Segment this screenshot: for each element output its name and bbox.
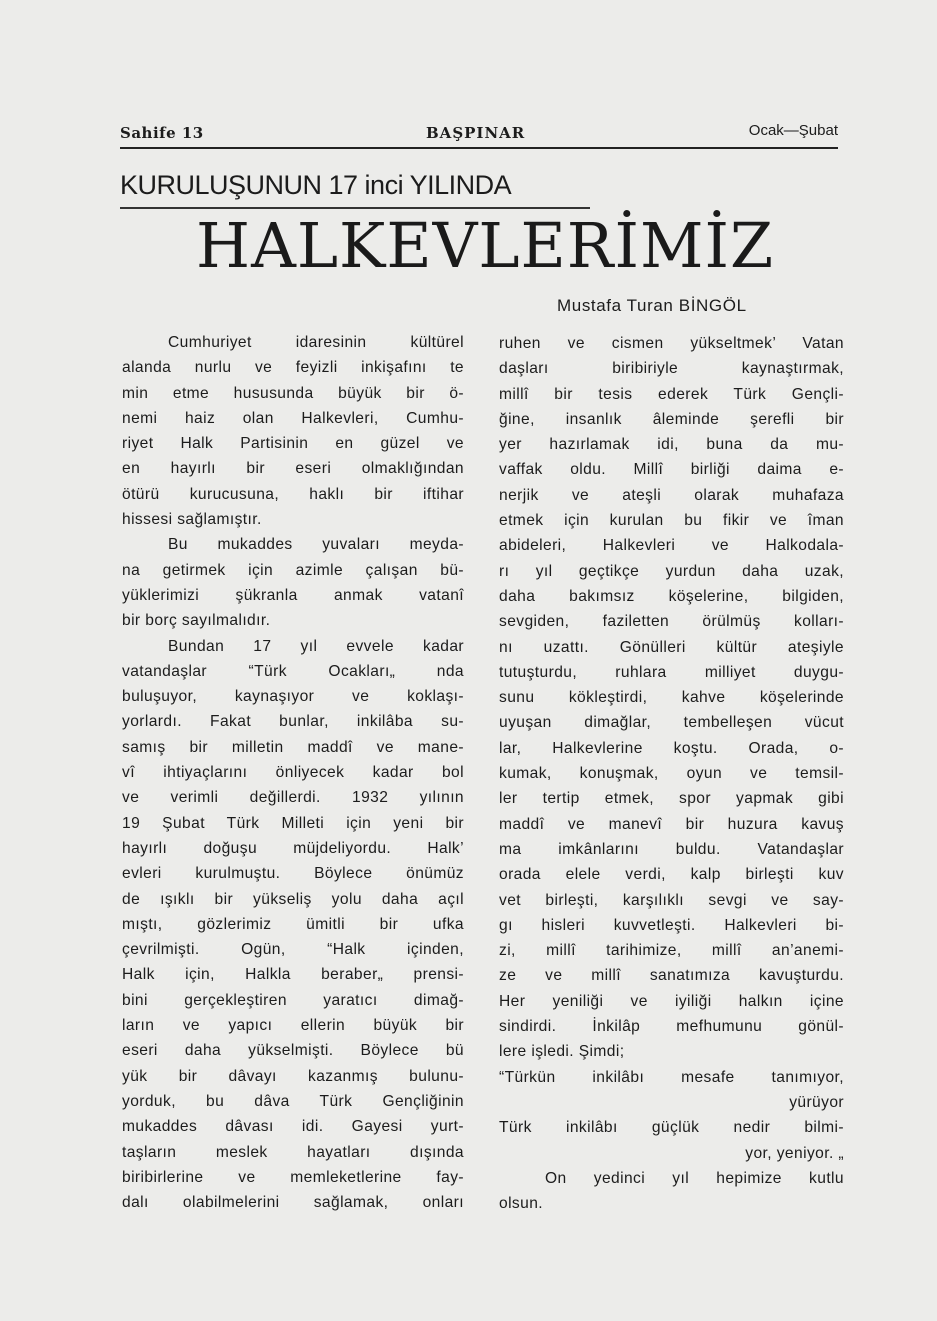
text-line: 19 Şubat Türk Milleti için yeni bir xyxy=(122,814,464,832)
text-line: Türk inkilâbı güçlük nedir bilmi- xyxy=(499,1119,844,1137)
text-line: nı uzattı. Gönülleri kültür ateşiyle xyxy=(499,638,844,656)
text-line: eseri daha yükselmişti. Böylece bü xyxy=(122,1042,464,1060)
text-line: taşların meslek hayatları dışında xyxy=(122,1143,464,1161)
article-kicker: KURULUŞUNUN 17 inci YILINDA xyxy=(120,170,512,200)
text-line: lere işledi. Şimdi; xyxy=(499,1043,625,1061)
text-line: Bundan 17 yıl evvele kadar xyxy=(168,637,464,655)
text-line: sindirdi. İnkilâp mefhumunu gönül- xyxy=(499,1018,844,1036)
text-line: na getirmek için azimle çalışan bü- xyxy=(122,561,464,579)
text-line: dalı olabilmelerini sağlamak, onları xyxy=(122,1194,464,1212)
text-line: buluşuyor, kaynaşıyor ve koklaşı- xyxy=(122,688,464,706)
text-line: yorduk, bu dâva Türk Gençliğinin xyxy=(122,1092,464,1110)
text-line: alanda nurlu ve feyizli inkişafını te xyxy=(122,359,464,377)
text-line: maddî ve manevî bir huzura kavuş xyxy=(499,815,844,833)
text-line: yürüyor xyxy=(789,1093,844,1111)
page-header xyxy=(120,120,838,146)
text-line: nemi haiz olan Halkevleri, Cumhu- xyxy=(122,409,464,427)
text-line: rı yıl geçtikçe yurdun daha uzak, xyxy=(499,562,844,580)
text-line: min etme hususunda büyük bir ö- xyxy=(122,384,464,402)
text-line: abideleri, Halkevleri ve Halkodala- xyxy=(499,537,844,555)
text-line: yor, yeniyor. „ xyxy=(745,1144,844,1162)
header-rule xyxy=(120,147,838,149)
text-line: ma imkânlarını buldu. Vatandaşlar xyxy=(499,840,844,858)
text-line: Cumhuriyet idaresinin kültürel xyxy=(168,334,464,351)
text-line: tutuşturdu, ruhlara milliyet duygu- xyxy=(499,663,844,681)
article-byline: Mustafa Turan BİNGÖL xyxy=(557,296,747,315)
text-line: yorlardı. Fakat bunlar, inkilâba su- xyxy=(122,713,464,731)
text-line: hissesi sağlamıştır. xyxy=(122,511,262,529)
text-line: riyet Halk Partisinin en güzel ve xyxy=(122,435,464,453)
text-line: hayırlı doğuşu müjdeliyordu. Halk’ xyxy=(122,839,464,857)
text-line: vaffak oldu. Millî birliği daima e- xyxy=(499,461,844,479)
text-line: olsun. xyxy=(499,1195,544,1213)
text-line: Halk için, Halkla beraber„ prensi- xyxy=(122,966,464,984)
issue-date: Ocak—Şubat xyxy=(748,122,838,139)
text-line: mıştı, gözlerimiz ümitli bir ufka xyxy=(122,915,464,933)
page-number: Sahife 13 xyxy=(120,124,204,142)
left-column xyxy=(122,330,464,1215)
text-line: vî ihtiyaçlarını önliyecek kadar bol xyxy=(122,764,464,782)
text-line: sevgiden, faziletten örülmüş kolları- xyxy=(499,613,844,631)
text-line: lar, Halkevlerine koştu. Orada, o- xyxy=(499,739,844,757)
text-line: ların ve yapıcı ellerin büyük bir xyxy=(122,1017,464,1035)
text-line: sunu kökleştirdi, kahve köşelerinde xyxy=(499,689,844,707)
text-line: nerjik ve ateşli olarak muhafaza xyxy=(499,486,844,504)
text-line: gı hisleri kuvvetleşti. Halkevleri bi- xyxy=(499,916,844,934)
text-line: uyuşan dimağlar, tembelleşen vücut xyxy=(499,714,844,732)
text-line: Her yeniliği ve iyiliği halkın içine xyxy=(499,992,844,1010)
text-line: yer hazırlamak idi, buna da mu- xyxy=(499,436,844,454)
text-line: ötürü kurucusuna, haklı bir iftihar xyxy=(122,485,464,503)
text-line: “Türkün inkilâbı mesafe tanımıyor, xyxy=(499,1068,844,1086)
text-line: daşları biribiriyle kaynaştırmak, xyxy=(499,360,844,378)
text-line: mukaddes dâvası idi. Gayesi yurt- xyxy=(122,1118,464,1136)
article-title: HALKEVLERİMİZ xyxy=(196,209,775,282)
text-line: millî bir tesis ederek Türk Gençli- xyxy=(499,385,844,403)
text-line: yük bir dâvayı kazanmış bulunu- xyxy=(122,1067,464,1085)
right-column xyxy=(499,331,844,1216)
text-line: ler tertip etmek, spor yapmak gibi xyxy=(499,790,844,808)
text-line: vet birleşti, karşılıklı sevgi ve say- xyxy=(499,891,844,909)
text-line: On yedinci yıl hepimize kutlu xyxy=(545,1169,844,1187)
text-line: yüklerimizi şükranla anmak vatanî xyxy=(122,586,464,604)
text-line: vatandaşlar “Türk Ocakları„ nda xyxy=(122,662,464,680)
text-line: kumak, konuşmak, oyun ve temsil- xyxy=(499,765,844,783)
text-line: zi, millî tarihimize, millî an’anemi- xyxy=(499,942,844,960)
text-line: Bu mukaddes yuvaları meyda- xyxy=(168,536,464,554)
text-line: ve verimli değillerdi. 1932 yılının xyxy=(122,789,464,807)
text-line: etmek için kurulan bu fikir ve îman xyxy=(499,512,844,530)
text-line: bini gerçekleştiren yaratıcı dimağ- xyxy=(122,991,464,1009)
text-line: bir borç sayılmalıdır. xyxy=(122,612,271,630)
text-line: daha bakımsız köşelerine, bilgiden, xyxy=(499,587,844,605)
publication-name: BAŞPINAR xyxy=(426,124,526,142)
text-line: ğine, insanlık âleminde şerefli bir xyxy=(499,410,844,428)
text-line: evleri kurulmuştu. Böylece önümüz xyxy=(122,865,464,883)
text-line: çevrilmişti. Ogün, “Halk içinden, xyxy=(122,941,464,959)
text-line: samış bir milletin maddî ve mane- xyxy=(122,738,464,756)
text-line: en hayırlı bir eseri olmaklığından xyxy=(122,460,464,478)
text-line: ze ve millî sanatımıza kavuşturdu. xyxy=(499,967,844,985)
text-line: de ışıklı bir yükseliş yolu daha açıl xyxy=(122,890,464,908)
text-line: biribirlerine ve memleketlerine fay- xyxy=(122,1168,464,1186)
text-line: orada elele verdi, kalp birleşti kuv xyxy=(499,866,844,884)
text-line: ruhen ve cismen yükseltmek’ Vatan xyxy=(499,335,844,352)
